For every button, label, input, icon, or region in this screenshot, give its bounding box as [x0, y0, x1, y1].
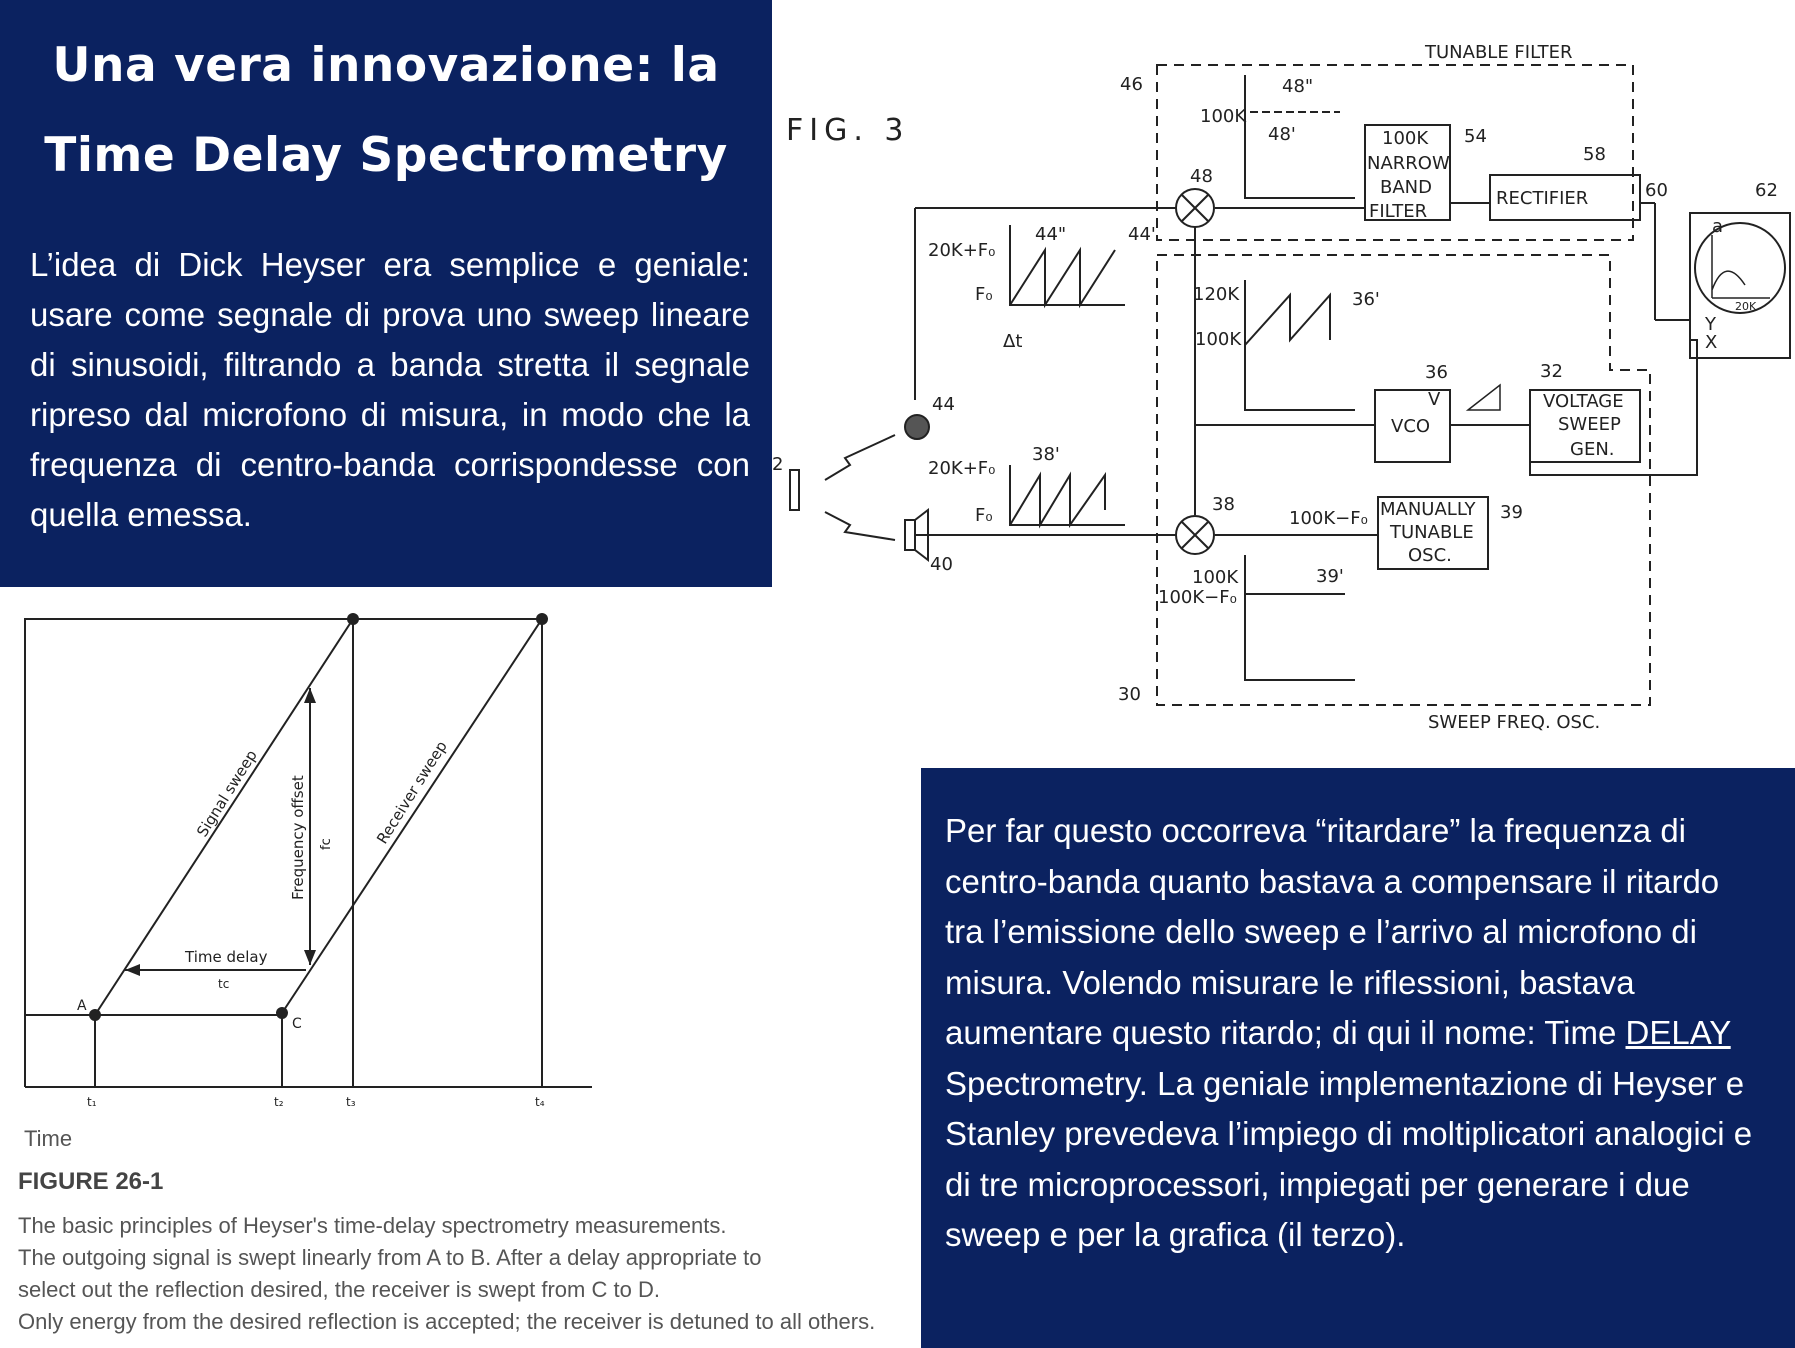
fig3-block-diagram [772, 30, 1795, 750]
nbf-line-4: FILTER [1369, 201, 1428, 222]
label-v: V [1428, 389, 1441, 410]
label-120k: 120K [1193, 284, 1240, 305]
figure-caption-title: FIGURE 26-1 [18, 1168, 164, 1195]
tick-t1: t₁ [87, 1095, 97, 1109]
label-100k-top: 100K [1200, 106, 1247, 127]
receiver-sweep-label: Receiver sweep [373, 737, 451, 848]
title-panel [0, 0, 772, 587]
fc-label: fc [319, 838, 334, 850]
ref-48p: 48' [1268, 124, 1296, 145]
vsg-line-3: GEN. [1570, 439, 1615, 460]
ref-40: 40 [930, 554, 953, 575]
label-20k: 20K [1735, 300, 1757, 313]
ref-2: 2 [772, 454, 784, 475]
ref-44p: 44' [1128, 224, 1156, 245]
tc-label: tc [218, 977, 230, 991]
label-100k-f0: 100K−F₀ [1289, 508, 1368, 529]
tunable-filter-label: TUNABLE FILTER [1425, 42, 1573, 63]
ref-48: 48 [1190, 166, 1213, 187]
mto-line-1: MANUALLY [1380, 499, 1476, 520]
ref-48pp: 48" [1282, 76, 1314, 97]
mto-line-3: OSC. [1408, 545, 1452, 566]
point-a-label: A [77, 998, 87, 1014]
explanation-text-delay: DELAY [1625, 1014, 1731, 1051]
label-100k-f0-low: 100K−F₀ [1158, 587, 1237, 608]
label-y: Y [1705, 314, 1716, 335]
figure-caption-text [18, 1210, 875, 1338]
ref-54: 54 [1464, 126, 1487, 147]
point-c-label: C [292, 1016, 302, 1032]
title-line-1: Una vera innovazione: la [52, 38, 720, 93]
nbf-line-2: NARROW [1367, 153, 1450, 174]
sweep-freq-osc-label: SWEEP FREQ. OSC. [1428, 712, 1601, 733]
ref-39p: 39' [1316, 566, 1344, 587]
signal-sweep-label: Signal sweep [193, 746, 261, 841]
vsg-line-2: SWEEP [1558, 414, 1621, 435]
explanation-text-before: Per far questo occorreva “ritardare” la frequenza di centro-banda quanto bastava a compensare il ritardo tra l’emissione dello sweep e l’arrivo al microfono di misura. Volendo misurare le riflessioni, bastava aumentare questo ritardo; di qui il nome: Time [945, 812, 1720, 1051]
ref-36: 36 [1425, 362, 1448, 383]
ref-38p: 38' [1032, 444, 1060, 465]
ref-60: 60 [1645, 180, 1668, 201]
explanation-paragraph [945, 806, 1765, 1261]
caption-line-4: Only energy from the desired reflection is accepted; the receiver is detuned to all others. [18, 1309, 876, 1334]
nbf-line-3: BAND [1380, 177, 1432, 198]
time-delay-label: Time delay [185, 948, 268, 966]
label-x: X [1705, 332, 1718, 353]
mto-line-2: TUNABLE [1390, 522, 1474, 543]
explanation-panel [921, 768, 1795, 1348]
caption-line-3: select out the reflection desired, the receiver is swept from C to D. [18, 1277, 660, 1302]
nbf-line-1: 100K [1382, 128, 1429, 149]
label-f0-top: F₀ [975, 284, 993, 305]
ref-58: 58 [1583, 144, 1606, 165]
ref-38: 38 [1212, 494, 1235, 515]
ref-30: 30 [1118, 684, 1141, 705]
fig26-diagram [0, 600, 920, 1150]
label-a: a [1712, 216, 1724, 237]
ref-39: 39 [1500, 502, 1523, 523]
vsg-line-1: VOLTAGE [1543, 391, 1624, 412]
ref-46: 46 [1120, 74, 1143, 95]
caption-line-2: The outgoing signal is swept linearly from A to B. After a delay appropriate to [18, 1245, 762, 1270]
caption-line-1: The basic principles of Heyser's time-delay spectrometry measurements. [18, 1213, 727, 1238]
vco-label: VCO [1391, 416, 1431, 437]
ref-44: 44 [932, 394, 955, 415]
frequency-offset-label: Frequency offset [289, 775, 307, 900]
title-line-2: Time Delay Spectrometry [44, 128, 728, 183]
explanation-text-after: Spectrometry. La geniale implementazione di Heyser e Stanley prevedeva l’impiego di moltiplicatori analogici e di tre microprocessori, impiegati per generare i due sweep e per la grafica (il terzo). [945, 1064, 1753, 1253]
fig3-label: FIG. 3 [786, 113, 910, 148]
ref-32: 32 [1540, 361, 1563, 382]
label-20k-f0-top: 20K+F₀ [928, 240, 996, 261]
tick-t3: t₃ [346, 1095, 356, 1109]
label-f0-bottom: F₀ [975, 505, 993, 526]
axis-caption-time: Time [24, 1126, 73, 1151]
intro-paragraph: L’idea di Dick Heyser era semplice e geniale: usare come segnale di prova uno sweep lineare di sinusoidi, filtrando a banda stretta il segnale ripreso dal microfono di misura, in modo che la frequenza di centro-banda corrispondesse con quella emessa. [30, 246, 750, 533]
label-100k-mid: 100K [1195, 329, 1242, 350]
tick-t2: t₂ [274, 1095, 284, 1109]
ref-44pp: 44" [1035, 224, 1067, 245]
label-delta-t: Δt [1003, 331, 1023, 352]
label-100k-low: 100K [1192, 567, 1239, 588]
rectifier-label: RECTIFIER [1496, 188, 1589, 209]
ref-36p: 36' [1352, 289, 1380, 310]
label-20k-f0-bottom: 20K+F₀ [928, 458, 996, 479]
tick-t4: t₄ [535, 1095, 545, 1109]
ref-62: 62 [1755, 180, 1778, 201]
